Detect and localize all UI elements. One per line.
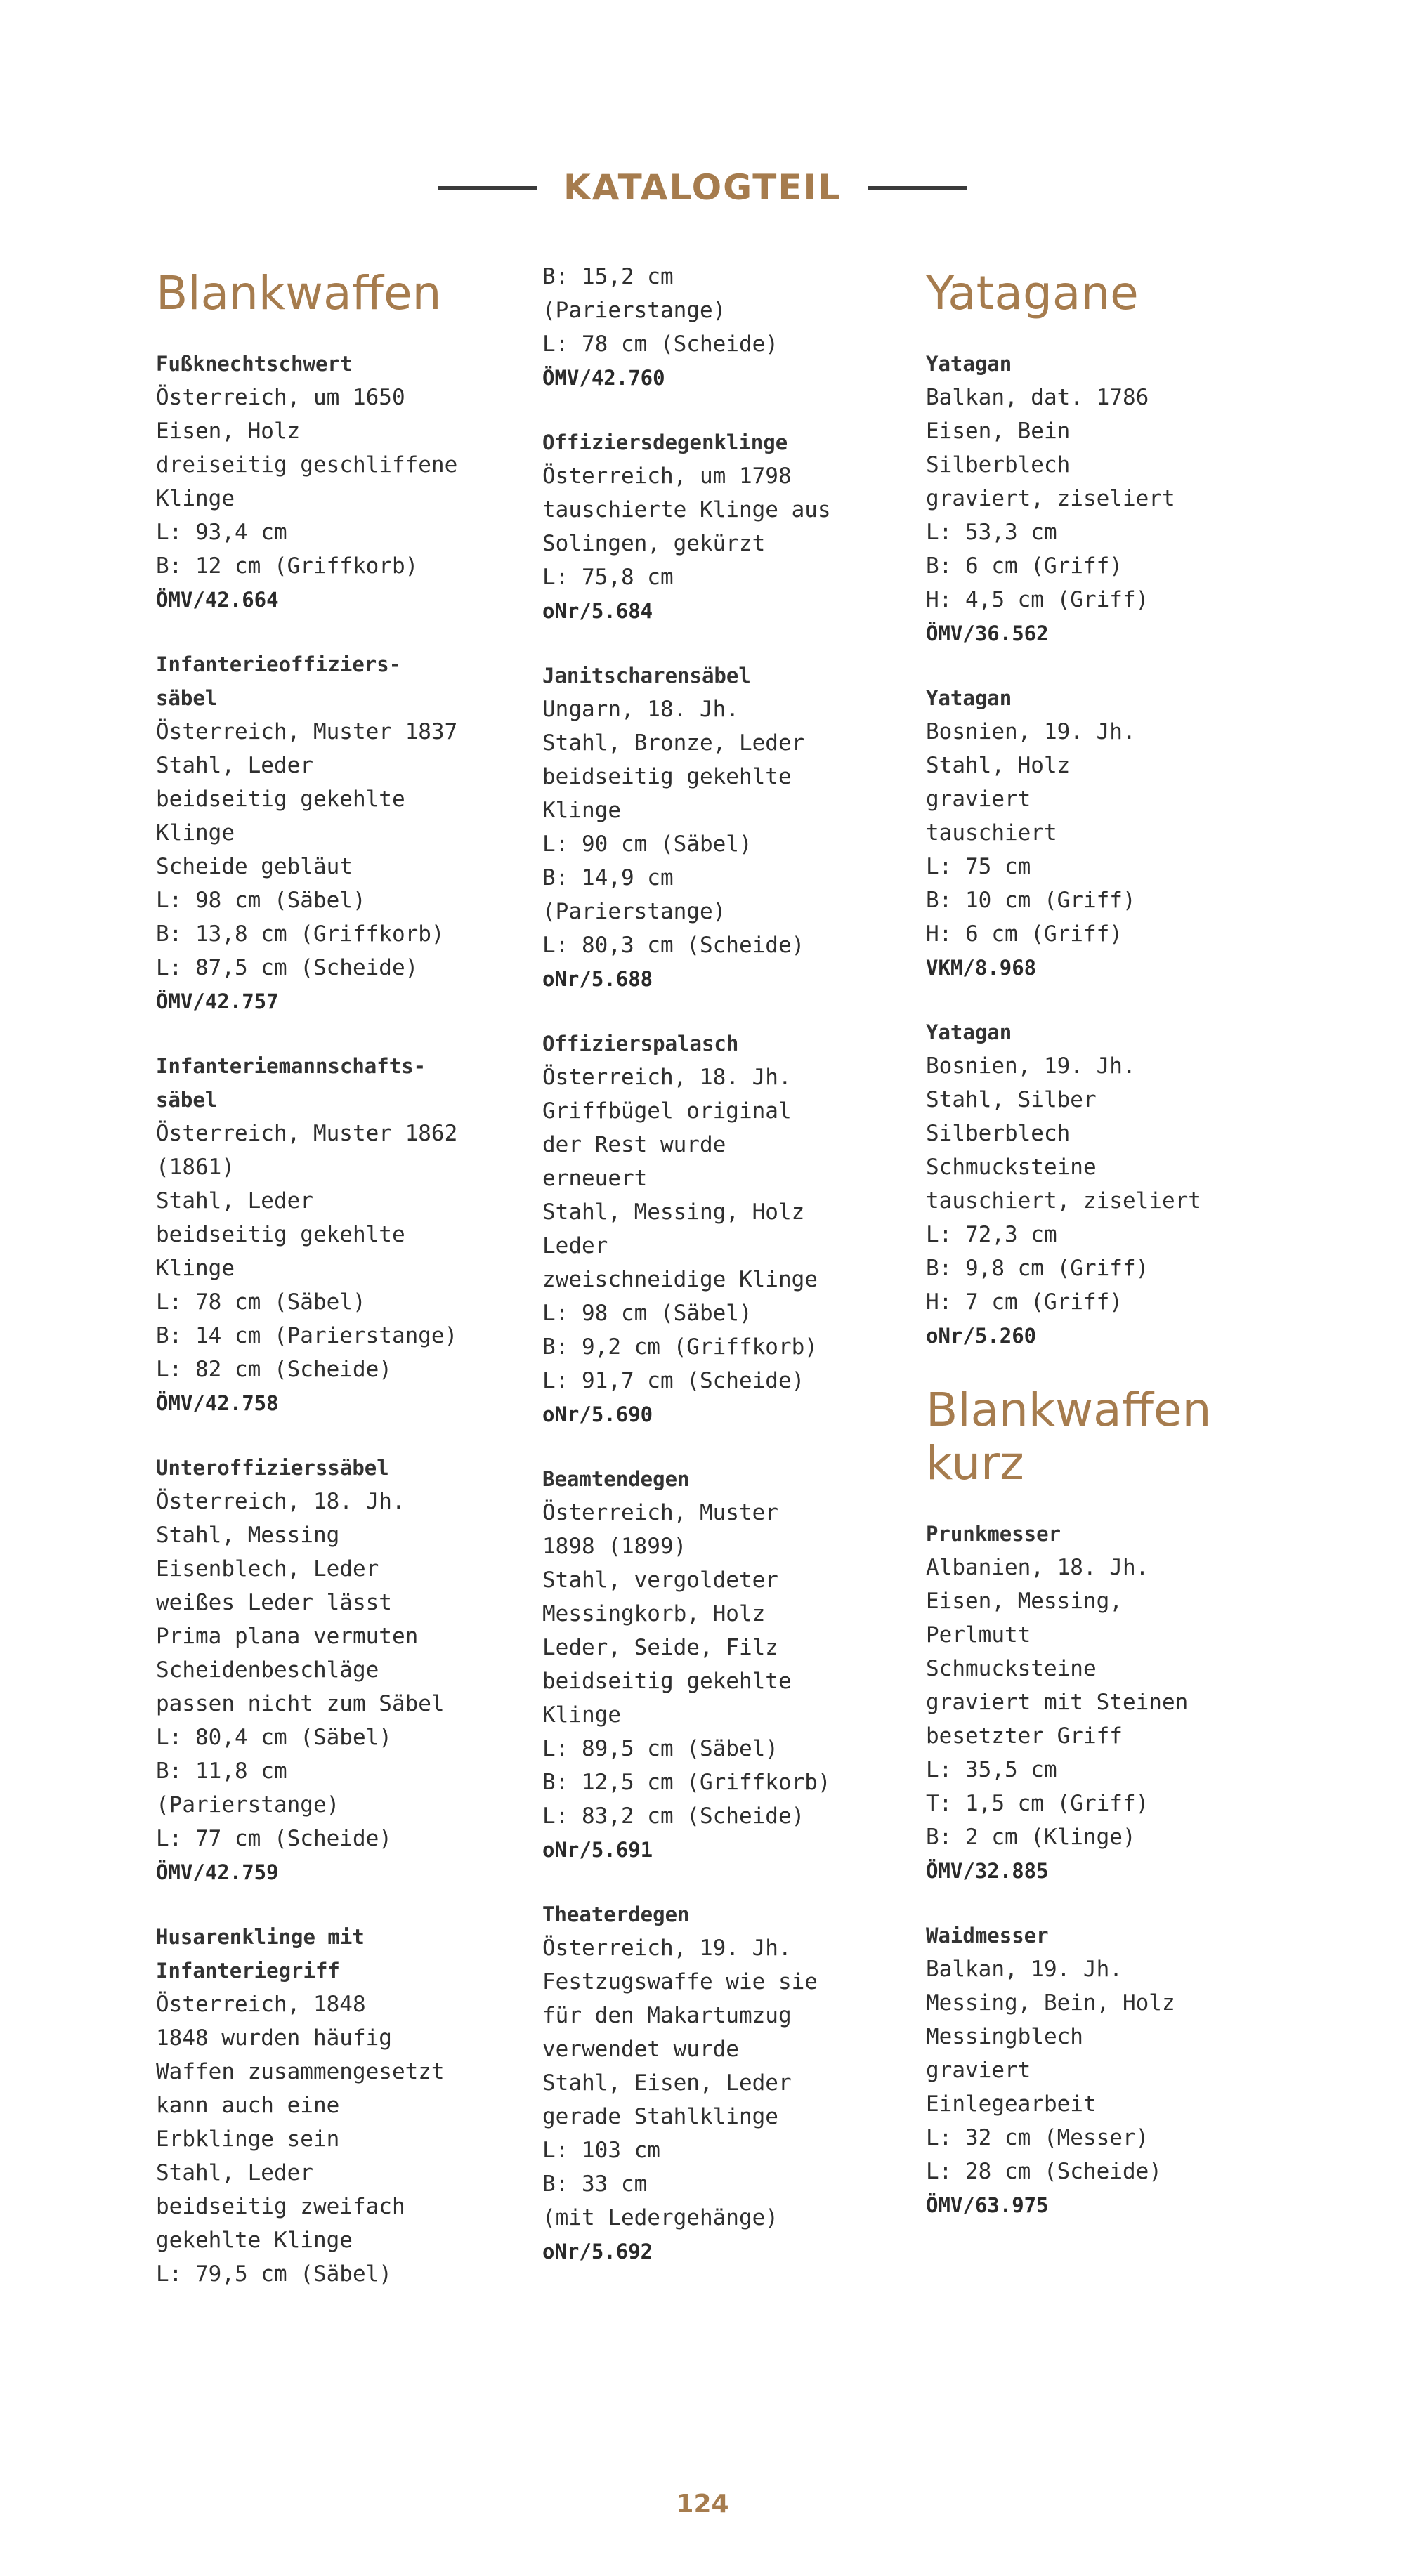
entry-line: Balkan, 19. Jh. [926,1957,1123,1982]
entry-line: Waffen zusammengesetzt [156,2059,445,2084]
entry-line: L: 89,5 cm (Säbel) [542,1736,778,1761]
entry-line: beidseitig gekehlte [156,787,405,812]
catalog-entry [156,347,514,617]
entry-line: tauschiert, ziseliert [926,1188,1201,1214]
entry-line: Einlegearbeit [926,2091,1097,2117]
entry-line: Leder [542,1233,608,1259]
entry-line: Eisen, Holz [156,419,301,444]
entry-line: L: 90 cm (Säbel) [542,832,752,857]
entry-line: B: 2 cm (Klinge) [926,1825,1136,1850]
entry-line: L: 80,4 cm (Säbel) [156,1725,392,1750]
entry-line: T: 1,5 cm (Griff) [926,1791,1149,1816]
entry-line: B: 12,5 cm (Griffkorb) [542,1770,831,1795]
entry-line: (Parierstange) [156,1792,340,1818]
entry-title: Fußknechtschwert [156,352,353,376]
section-title-blankwaffen: Blankwaffen [156,266,442,320]
entry-line: Österreich, 19. Jh. [542,1936,792,1961]
entry-line: Stahl, Eisen, Leder [542,2070,792,2096]
catalog-entry [542,1898,908,2268]
entry-line: L: 28 cm (Scheide) [926,2159,1162,2184]
entry-line: L: 32 cm (Messer) [926,2125,1149,2150]
entry-line: Leder, Seide, Filz [542,1635,778,1660]
entry-line: Solingen, gekürzt [542,531,766,556]
entry-line: Messingblech [926,2024,1083,2049]
entry-list [156,347,514,2291]
catalog-entry [542,426,908,628]
catalog-entry [542,1462,908,1867]
entry-title: Yatagan [926,1020,1012,1044]
inventory-number: ÖMV/42.758 [156,1391,279,1415]
entry-title: Infanteriemannschafts- säbel [156,1054,426,1112]
inventory-number: oNr/5.688 [542,967,653,991]
inventory-number: ÖMV/63.975 [926,2193,1049,2217]
header-title: KATALOGTEIL [563,167,842,208]
column-1 [156,260,514,2322]
entry-line: L: 80,3 cm (Scheide) [542,933,805,958]
entry-line: 1848 wurden häufig [156,2025,392,2051]
entry-line: L: 79,5 cm (Säbel) [156,2261,392,2287]
entry-line: H: 7 cm (Griff) [926,1289,1123,1315]
catalog-entry [542,1027,908,1431]
inventory-number: ÖMV/42.760 [542,366,665,390]
entry-line: Festzugswaffe wie sie [542,1969,818,1995]
inventory-number: ÖMV/42.664 [156,588,279,612]
entry-line: L: 77 cm (Scheide) [156,1826,392,1851]
entry-line: Klinge [542,798,621,823]
entry-line: verwendet wurde [542,2037,739,2062]
entry-list [926,1517,1319,2222]
entry-line: L: 72,3 cm [926,1222,1057,1247]
entry-list [542,260,908,2268]
entry-line: beidseitig gekehlte [542,1669,792,1694]
entry-line: L: 35,5 cm [926,1757,1057,1782]
entry-line: graviert, ziseliert [926,486,1175,511]
entry-title: Janitscharensäbel [542,664,751,688]
entry-line: tauschierte Klinge aus [542,497,831,523]
entry-line: dreiseitig geschliffene [156,452,458,478]
entry-line: L: 83,2 cm (Scheide) [542,1803,805,1829]
entry-line: Schmucksteine [926,1656,1097,1681]
entry-line: Klinge [542,1702,621,1728]
entry-line: (Parierstange) [542,899,726,924]
header-rule-left [438,186,537,190]
catalog-entry [926,1517,1319,1888]
inventory-number: oNr/5.692 [542,2240,653,2263]
entry-line: Erbklinge sein [156,2127,340,2152]
inventory-number: VKM/8.968 [926,956,1037,980]
entry-line: Österreich, um 1650 [156,385,405,410]
catalog-entry [542,659,908,996]
entry-line: der Rest wurde [542,1132,726,1157]
catalog-entry [926,681,1319,985]
entry-line: B: 33 cm [542,2171,648,2197]
entry-line: L: 82 cm (Scheide) [156,1357,392,1382]
entry-line: L: 93,4 cm [156,520,287,545]
entry-line: Albanien, 18. Jh. [926,1555,1149,1580]
entry-line: B: 14,9 cm [542,865,674,891]
entry-line: Bosnien, 19. Jh. [926,1053,1136,1079]
entry-line: (Parierstange) [542,298,726,323]
entry-line: Eisen, Bein [926,419,1071,444]
entry-title: Theaterdegen [542,1903,690,1926]
catalog-entry [926,1016,1319,1353]
entry-line: Stahl, Bronze, Leder [542,730,805,756]
entry-line: H: 6 cm (Griff) [926,921,1123,947]
inventory-number: ÖMV/36.562 [926,622,1049,645]
entry-line: zweischneidige Klinge [542,1267,818,1292]
entry-line: L: 98 cm (Säbel) [156,888,366,913]
entry-line: Österreich, um 1798 [542,464,792,489]
entry-line: B: 6 cm (Griff) [926,553,1123,579]
entry-line: beidseitig gekehlte [156,1222,405,1247]
entry-line: L: 53,3 cm [926,520,1057,545]
entry-line: Stahl, Leder [156,2160,313,2186]
entry-line: Stahl, Holz [926,753,1071,778]
entry-line: Österreich, Muster 1862 [156,1121,458,1146]
entry-line: H: 4,5 cm (Griff) [926,587,1149,612]
entry-line: B: 14 cm (Parierstange) [156,1323,458,1348]
entry-line: B: 9,2 cm (Griffkorb) [542,1334,818,1360]
entry-line: 1898 (1899) [542,1534,687,1559]
entry-line: gekehlte Klinge [156,2228,353,2253]
entry-title: Unteroffizierssäbel [156,1456,389,1480]
entry-line: Klinge [156,1256,235,1281]
entry-line: Österreich, Muster [542,1500,778,1525]
inventory-number: ÖMV/42.759 [156,1860,279,1884]
entry-line: passen nicht zum Säbel [156,1691,445,1716]
inventory-number: ÖMV/32.885 [926,1859,1049,1883]
entry-line: Balkan, dat. 1786 [926,385,1149,410]
entry-line: Perlmutt [926,1622,1031,1648]
entry-line: L: 78 cm (Säbel) [156,1289,366,1315]
column-2 [542,260,908,2299]
catalog-entry [156,1451,514,1889]
entry-line: B: 10 cm (Griff) [926,888,1136,913]
entry-line: Stahl, Leder [156,753,313,778]
entry-title: Yatagan [926,686,1012,710]
catalog-entry [156,1049,514,1420]
entry-line: L: 75 cm [926,854,1031,879]
page-header [0,167,1405,208]
entry-line: Stahl, Messing, Holz [542,1200,805,1225]
entry-line: L: 103 cm [542,2138,660,2163]
section-title-blankwaffen-kurz: Blankwaffen kurz [926,1383,1212,1490]
column-3 [926,260,1319,2253]
entry-line: Eisenblech, Leder [156,1556,379,1582]
entry-line: Stahl, Messing [156,1523,340,1548]
entry-line: Scheidenbeschläge [156,1657,379,1683]
entry-title: Husarenklinge mit Infanteriegriff [156,1925,365,1983]
entry-line: Silberblech [926,1121,1071,1146]
entry-line: tauschiert [926,820,1057,846]
inventory-number: oNr/5.684 [542,599,653,623]
entry-line: B: 12 cm (Griffkorb) [156,553,419,579]
page-number: 124 [676,2490,729,2518]
entry-line: Österreich, 1848 [156,1992,366,2017]
entry-line: Stahl, Silber [926,1087,1097,1112]
entry-line: Schmucksteine [926,1155,1097,1180]
entry-line: L: 98 cm (Säbel) [542,1301,752,1326]
entry-title: Beamtendegen [542,1467,690,1491]
entry-line: besetzter Griff [926,1723,1123,1749]
entry-line: L: 75,8 cm [542,565,674,590]
entry-line: L: 78 cm (Scheide) [542,331,778,357]
entry-line: Klinge [156,486,235,511]
entry-line: Österreich, 18. Jh. [156,1489,405,1514]
entry-line: (1861) [156,1155,235,1180]
entry-line: Silberblech [926,452,1071,478]
entry-line: erneuert [542,1166,648,1191]
catalog-entry [926,1919,1319,2222]
entry-line: Scheide gebläut [156,854,353,879]
entry-line: Klinge [156,820,235,846]
entry-line: kann auch eine [156,2093,340,2118]
entry-line: B: 15,2 cm [542,264,674,289]
catalog-entry [926,347,1319,650]
entry-line: B: 9,8 cm (Griff) [926,1256,1149,1281]
entry-line: beidseitig zweifach [156,2194,405,2219]
entry-line: Österreich, 18. Jh. [542,1065,792,1090]
entry-line: beidseitig gekehlte [542,764,792,789]
entry-title: Prunkmesser [926,1522,1061,1546]
entry-line: Bosnien, 19. Jh. [926,719,1136,744]
entry-line: graviert mit Steinen [926,1690,1189,1715]
entry-line: L: 87,5 cm (Scheide) [156,955,419,980]
entry-line: (mit Ledergehänge) [542,2205,778,2230]
entry-line: gerade Stahlklinge [542,2104,778,2129]
entry-line: graviert [926,787,1031,812]
inventory-number: oNr/5.260 [926,1324,1037,1348]
entry-title: Waidmesser [926,1924,1049,1947]
entry-line: für den Makartumzug [542,2003,792,2028]
entry-title: Offiziersdegenklinge [542,431,788,454]
entry-line: Stahl, vergoldeter [542,1568,778,1593]
entry-line: Griffbügel original [542,1098,792,1124]
entry-line: graviert [926,2058,1031,2083]
catalog-entry [542,260,908,395]
section-title-yatagane: Yatagane [926,266,1139,320]
entry-line: Eisen, Messing, [926,1589,1123,1614]
entry-title: Offizierspalasch [542,1032,739,1056]
entry-line: B: 11,8 cm [156,1759,287,1784]
catalog-entry [156,648,514,1018]
entry-line: L: 91,7 cm (Scheide) [542,1368,805,1393]
entry-list [926,347,1319,1353]
inventory-number: ÖMV/42.757 [156,990,279,1013]
entry-line: Österreich, Muster 1837 [156,719,458,744]
inventory-number: oNr/5.691 [542,1838,653,1862]
entry-line: B: 13,8 cm (Griffkorb) [156,921,445,947]
entry-line: Messing, Bein, Holz [926,1990,1175,2016]
inventory-number: oNr/5.690 [542,1402,653,1426]
entry-line: weißes Leder lässt [156,1590,392,1615]
catalog-entry [156,1920,514,2291]
entry-line: Messingkorb, Holz [542,1601,766,1627]
entry-title: Infanterieoffiziers- säbel [156,652,402,710]
header-rule-right [868,186,967,190]
entry-line: Ungarn, 18. Jh. [542,697,739,722]
entry-line: Stahl, Leder [156,1188,313,1214]
entry-title: Yatagan [926,352,1012,376]
entry-line: Prima plana vermuten [156,1624,419,1649]
